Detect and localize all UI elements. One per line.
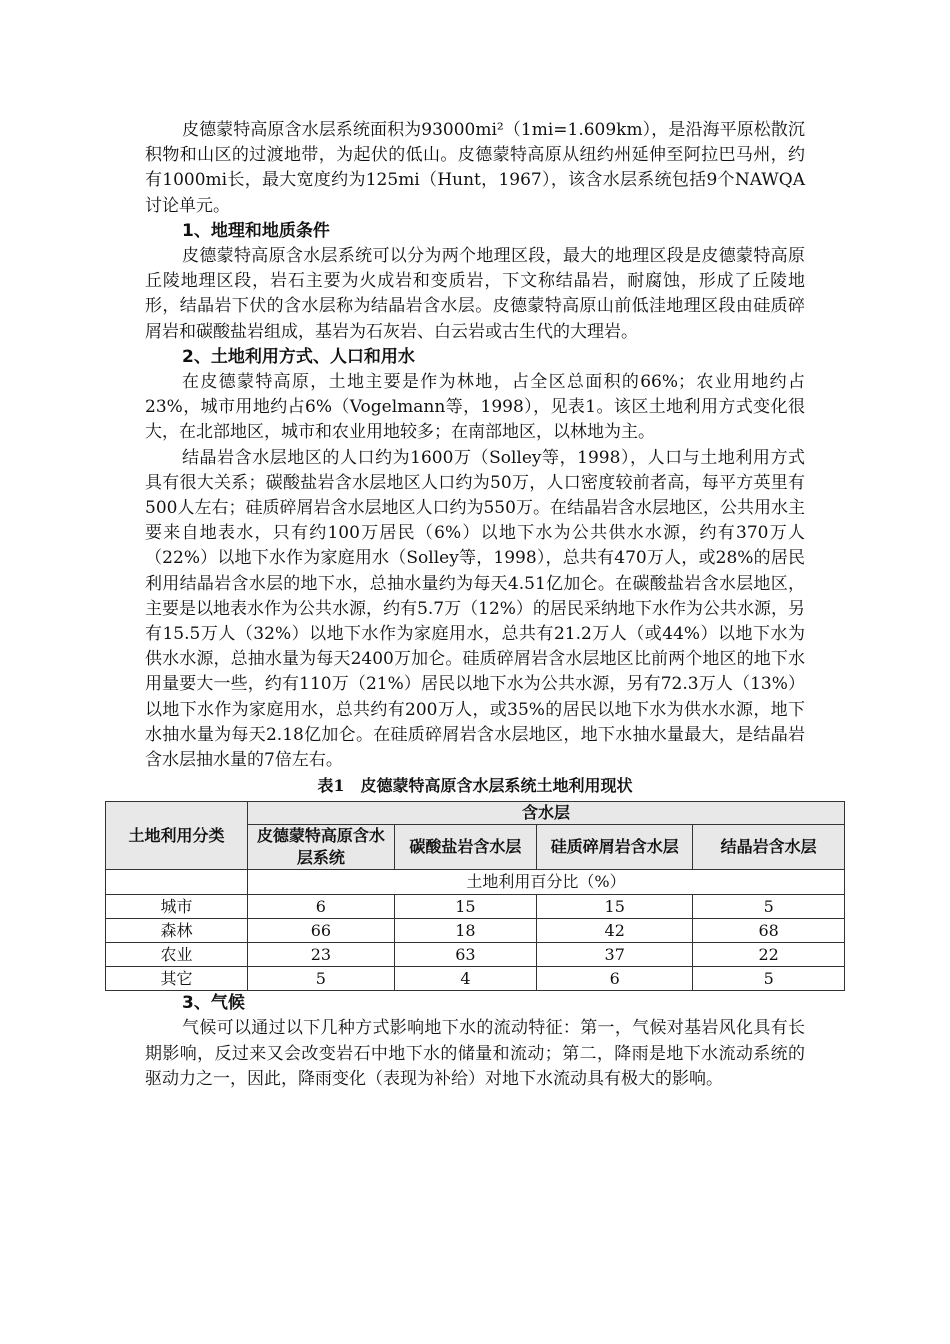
table-row bbox=[106, 895, 845, 919]
paragraph-intro: 皮德蒙特高原含水层系统面积为93000mi²（1mi=1.609km），是沿海平原松散沉积物和山区的过渡地带，为起伏的低山。皮德蒙特高原从纽约州延伸至阿拉巴马州，约有1000mi长，最大宽度约为125mi（Hunt，1967），该含水层系统包括9个NAWQA讨论单元。 bbox=[145, 120, 805, 216]
section-heading-geology: 1、地理和地质条件 bbox=[182, 220, 330, 241]
table-cell: 37 bbox=[537, 943, 693, 967]
header-category: 土地利用分类 bbox=[106, 802, 248, 870]
table-cell: 63 bbox=[394, 943, 536, 967]
table-cell: 5 bbox=[247, 967, 394, 991]
table-cell: 15 bbox=[537, 895, 693, 919]
row-label: 城市 bbox=[106, 895, 248, 919]
row-label: 农业 bbox=[106, 943, 248, 967]
table-cell: 4 bbox=[394, 967, 536, 991]
table-cell: 23 bbox=[247, 943, 394, 967]
section-heading-climate: 3、气候 bbox=[182, 993, 245, 1014]
table-cell: 15 bbox=[394, 895, 536, 919]
unit-row bbox=[106, 870, 845, 895]
table-cell: 42 bbox=[537, 919, 693, 943]
column-header: 结晶岩含水层 bbox=[693, 825, 845, 870]
table-cell: 6 bbox=[537, 967, 693, 991]
row-label: 森林 bbox=[106, 919, 248, 943]
table-row bbox=[106, 967, 845, 991]
column-header: 硅质碎屑岩含水层 bbox=[537, 825, 693, 870]
paragraph-land-use: 在皮德蒙特高原，土地主要是作为林地，占全区总面积的66%；农业用地约占23%，城市用地约占6%（Vogelmann等，1998），见表1。该区土地利用方式变化很大，在北部地区，城市和农业用地较多；在南部地区，以林地为主。 bbox=[145, 372, 805, 443]
land-use-table bbox=[105, 801, 845, 991]
table-cell: 68 bbox=[693, 919, 845, 943]
column-header: 皮德蒙特高原含水层系统 bbox=[247, 825, 394, 870]
unit-label: 土地利用百分比（%） bbox=[247, 870, 844, 895]
document-page bbox=[128, 118, 817, 1092]
table-cell: 18 bbox=[394, 919, 536, 943]
table-cell bbox=[106, 870, 248, 895]
paragraph-population: 结晶岩含水层地区的人口约为1600万（Solley等，1998），人口与土地利用方式具有很大关系；碳酸盐岩含水层地区人口约为50万，人口密度较前者高，每平方英里有500人左右；硅质碎屑岩含水层地区人口约为550万。在结晶岩含水层地区，公共用水主要来自地表水，只有约100万居民（6%）以地下水为公共供水水源，约有370万人（22%）以地下水作为家庭用水（Solley等，1998），总共有470万人，或28%的居民利用结晶岩含水层的地下水，总抽水量约为每天4.51亿加仑。在碳酸盐岩含水层地区，主要是以地表水作为公共水源，约有5.7万（12%）的居民采纳地下水作为公共水源，另有15.5万人（32%）以地下水作为家庭用水，总共有21.2万人（或44%）以地下水为供水水源，总抽水量为每天2400万加仑。硅质碎屑岩含水层地区比前两个地区的地下水用量要大一些，约有110万（21%）居民以地下水为公共水源，另有72.3万人（13%）以地下水作为家庭用水，总共约有200万人，或35%的居民以地下水为供水水源，地下水抽水量为每天2.18亿加仑。在硅质碎屑岩含水层地区，地下水抽水量最大，是结晶岩含水层抽水量的7倍左右。 bbox=[145, 447, 805, 771]
table-cell: 6 bbox=[247, 895, 394, 919]
paragraph-climate: 气候可以通过以下几种方式影响地下水的流动特征：第一，气候对基岩风化具有长期影响，反过来又会改变岩石中地下水的储量和流动；第二，降雨是地下水流动系统的驱动力之一，因此，降雨变化（表现为补给）对地下水流动具有极大的影响。 bbox=[145, 1018, 805, 1089]
table-cell: 22 bbox=[693, 943, 845, 967]
table-row bbox=[106, 919, 845, 943]
table-caption: 表1 皮德蒙特高原含水层系统土地利用现状 bbox=[317, 776, 633, 796]
row-label: 其它 bbox=[106, 967, 248, 991]
table-cell: 66 bbox=[247, 919, 394, 943]
table-cell: 5 bbox=[693, 895, 845, 919]
table-row bbox=[106, 943, 845, 967]
table-cell: 5 bbox=[693, 967, 845, 991]
section-heading-land-use: 2、土地利用方式、人口和用水 bbox=[182, 346, 415, 367]
column-header: 碳酸盐岩含水层 bbox=[394, 825, 536, 870]
header-aquifer-group: 含水层 bbox=[247, 802, 844, 825]
paragraph-geology: 皮德蒙特高原含水层系统可以分为两个地理区段，最大的地理区段是皮德蒙特高原丘陵地理区段，岩石主要为火成岩和变质岩，下文称结晶岩，耐腐蚀，形成了丘陵地形，结晶岩下伏的含水层称为结晶岩含水层。皮德蒙特高原山前低洼地理区段由硅质碎屑岩和碳酸盐岩组成，基岩为石灰岩、白云岩或古生代的大理岩。 bbox=[145, 246, 805, 342]
